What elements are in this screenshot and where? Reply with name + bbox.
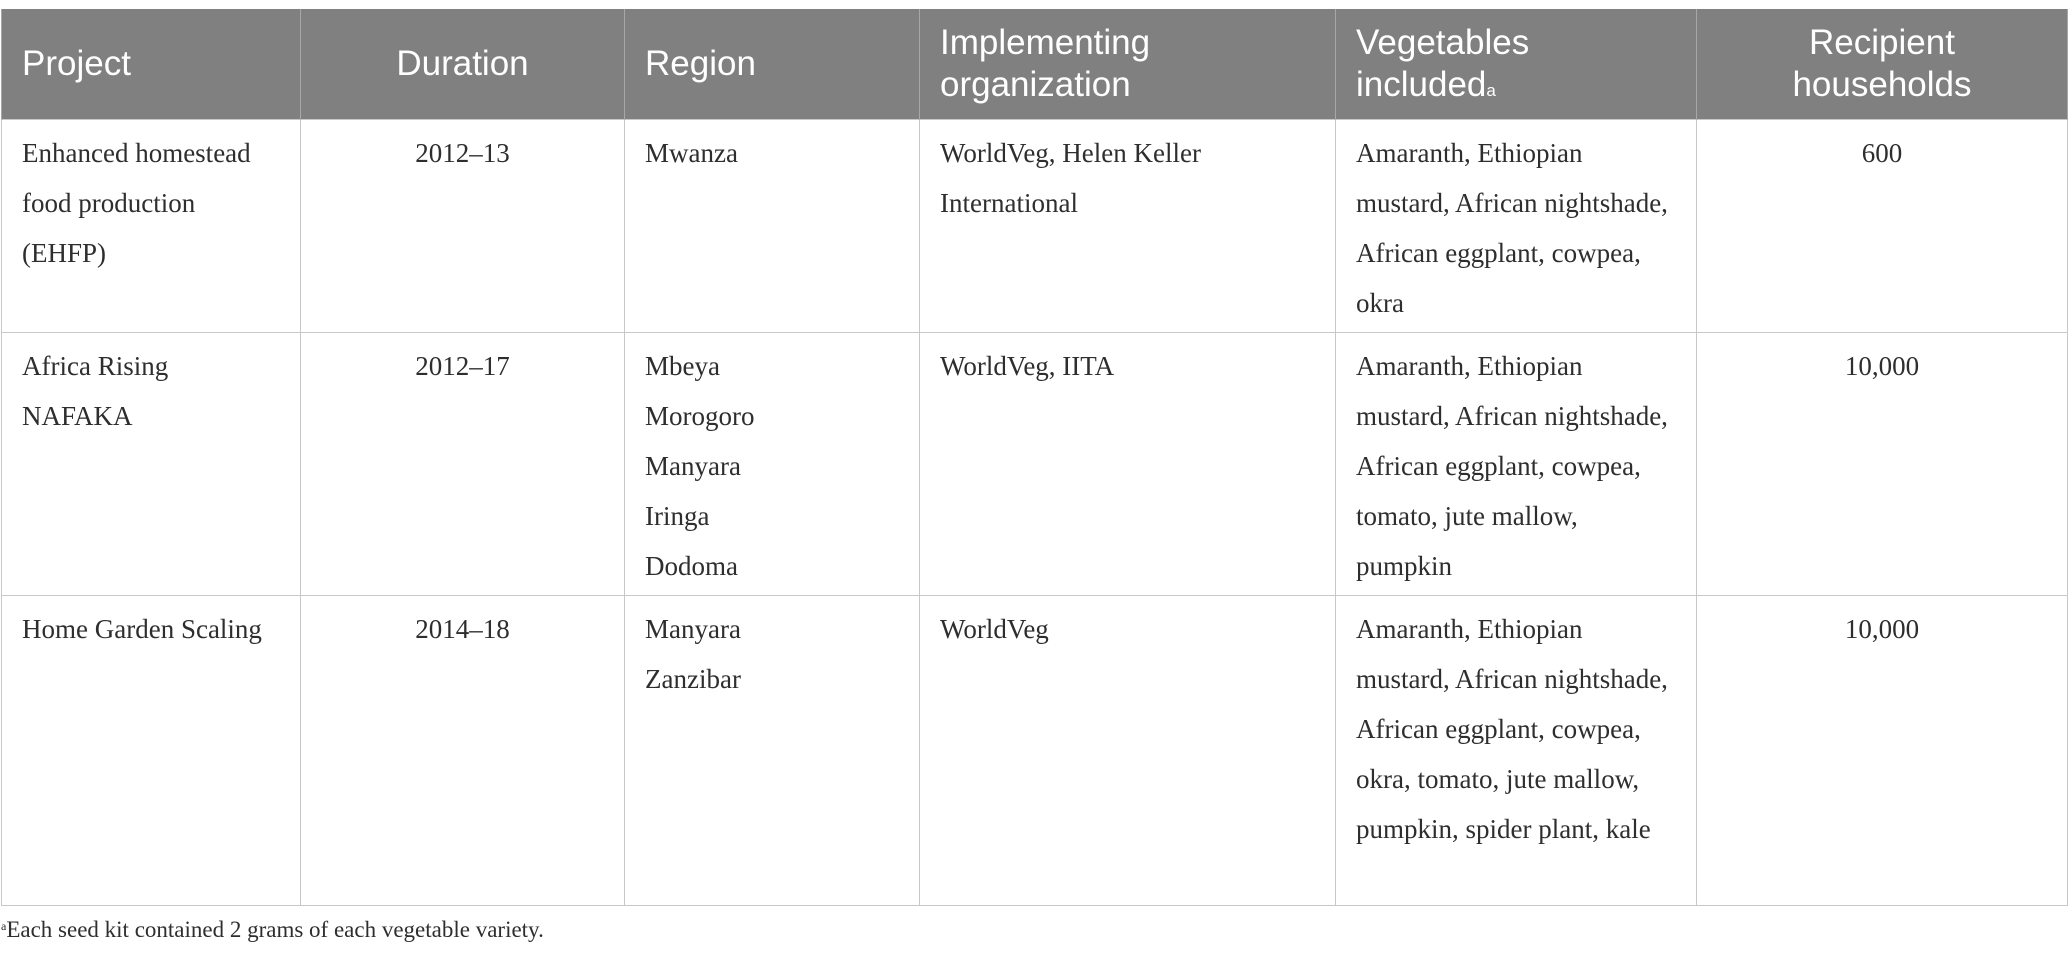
cell-recipients: 10,000: [1697, 595, 2068, 905]
region-item: Manyara: [645, 450, 741, 481]
table-body: [2, 119, 2068, 905]
table-row: [2, 332, 2068, 595]
cell-recipients: 10,000: [1697, 332, 2068, 595]
cell-organization: WorldVeg: [920, 595, 1336, 905]
cell-duration: 2012–17: [301, 332, 625, 595]
region-item: Iringa: [645, 500, 710, 531]
cell-organization: WorldVeg, IITA: [920, 332, 1336, 595]
region-item: Mbeya: [645, 350, 720, 381]
cell-duration: 2012–13: [301, 119, 625, 332]
header-recipients: Recipient households: [1697, 9, 2068, 119]
header-vegetables: [1336, 9, 1697, 119]
cell-duration: 2014–18: [301, 595, 625, 905]
cell-organization: WorldVeg, Helen Keller International: [920, 119, 1336, 332]
header-row: [2, 9, 2068, 119]
cell-project: Enhanced homestead food production (EHFP): [2, 119, 301, 332]
cell-region: [625, 595, 920, 905]
header-region: Region: [625, 9, 920, 119]
region-item: Morogoro: [645, 400, 755, 431]
cell-region: [625, 119, 920, 332]
cell-region: [625, 332, 920, 595]
header-project: Project: [2, 9, 301, 119]
header-vegetables-label: Vegetables included: [1356, 22, 1530, 104]
cell-project: Africa Rising NAFAKA: [2, 332, 301, 595]
header-organization: Implementing organization: [920, 9, 1336, 119]
footnote-text: Each seed kit contained 2 grams of each vegetable variety.: [6, 917, 544, 942]
cell-vegetables: Amaranth, Ethiopian mustard, African nightshade, African eggplant, cowpea, okra: [1336, 119, 1697, 332]
cell-project: Home Garden Scaling: [2, 595, 301, 905]
table-header: [2, 9, 2068, 119]
region-item: Zanzibar: [645, 663, 741, 694]
projects-table: [1, 9, 2068, 906]
table-row: [2, 119, 2068, 332]
footnote-marker: a: [1, 919, 7, 933]
cell-recipients: 600: [1697, 119, 2068, 332]
region-item: Dodoma: [645, 550, 738, 581]
region-item: Manyara: [645, 613, 741, 644]
cell-vegetables: Amaranth, Ethiopian mustard, African nightshade, African eggplant, cowpea, okra, tomato, jute mallow, pumpkin, spider plant, kale: [1336, 595, 1697, 905]
table-row: [2, 595, 2068, 905]
header-duration: Duration: [301, 9, 625, 119]
header-vegetables-marker: a: [1486, 80, 1496, 100]
region-item: Mwanza: [645, 137, 738, 168]
table-footnote: [1, 917, 544, 943]
cell-vegetables: Amaranth, Ethiopian mustard, African nightshade, African eggplant, cowpea, tomato, jute mallow, pumpkin: [1336, 332, 1697, 595]
table-container: [1, 9, 2067, 906]
